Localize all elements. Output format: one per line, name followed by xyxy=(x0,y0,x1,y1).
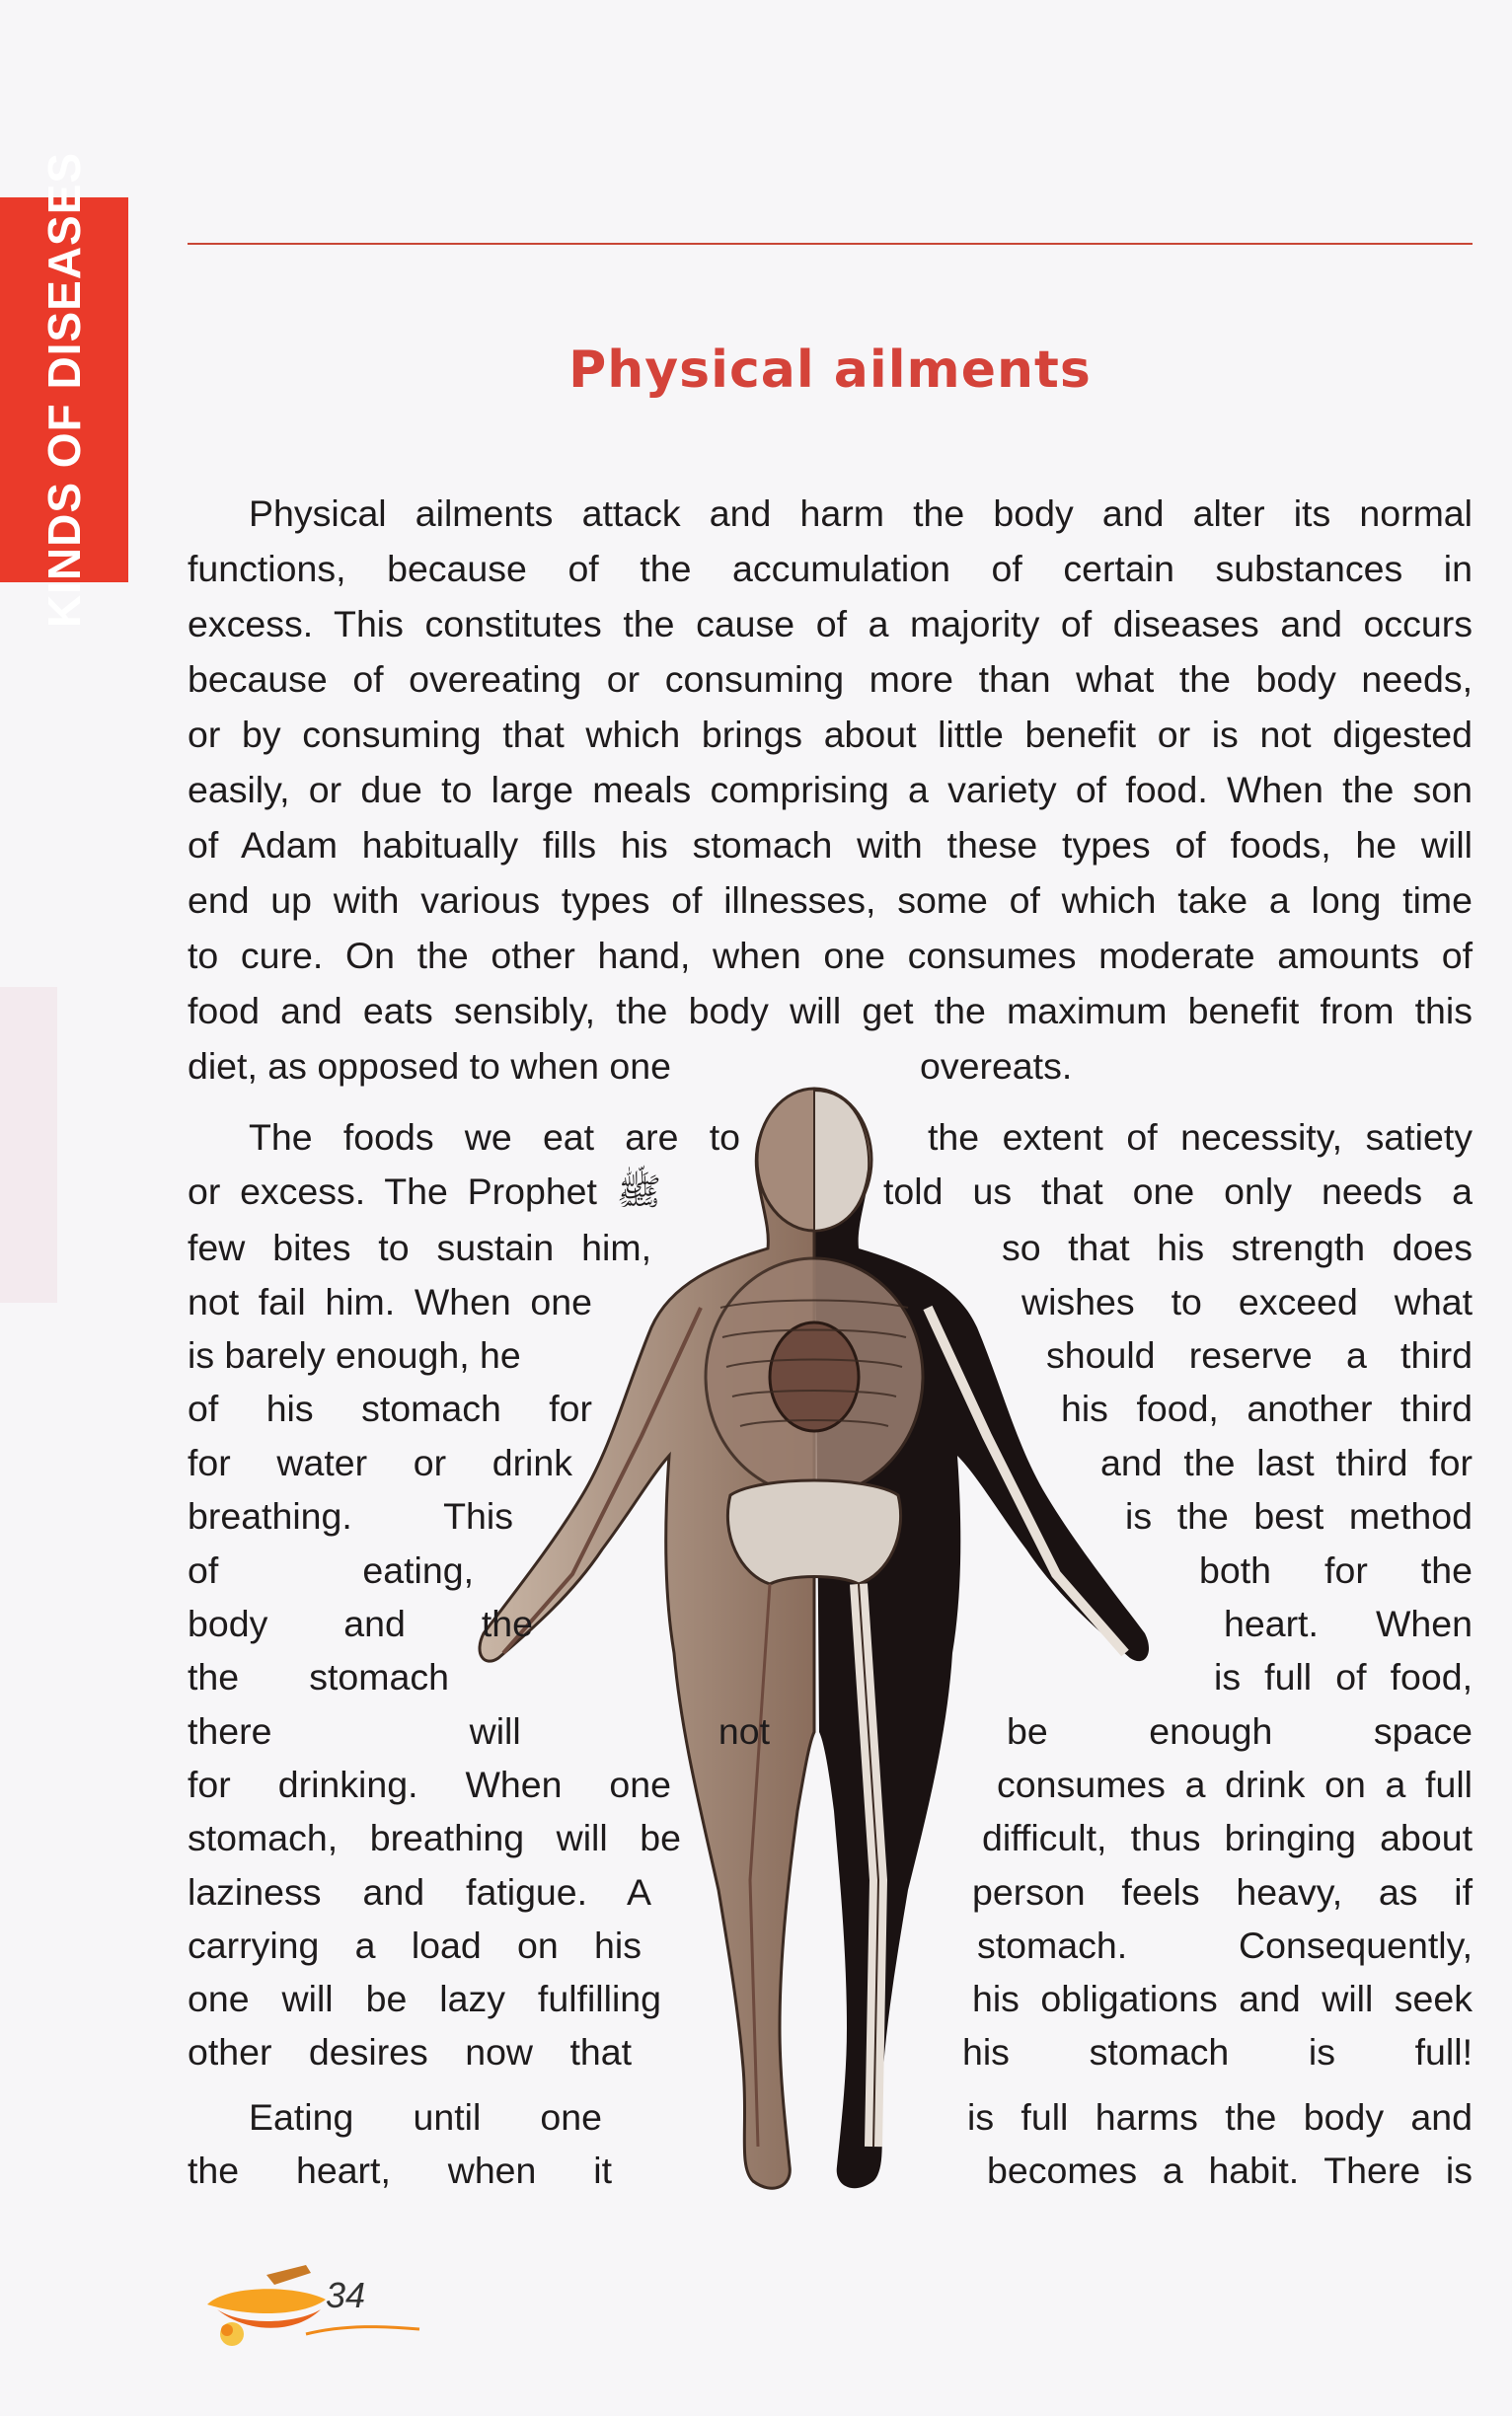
wrapped-line-right: is full of food, xyxy=(1214,1656,1473,1698)
paragraph-line: Physical ailments attack and harm the body and alter its normal xyxy=(249,492,1473,534)
wrapped-line-right: his food, another third xyxy=(1061,1388,1473,1429)
paragraph-line: overeats. xyxy=(920,1045,1073,1087)
wrapped-line-left: body and the xyxy=(188,1603,533,1644)
wrapped-line-left: other desires now that xyxy=(188,2031,632,2073)
paragraph-line: to cure. On the other hand, when one consumes moderate amounts of xyxy=(188,935,1473,976)
paragraph-line: because of overeating or consuming more than what the body needs, xyxy=(188,658,1473,700)
wrapped-line-left: carrying a load on his xyxy=(188,1925,642,1966)
page-title: Physical ailments xyxy=(568,340,1092,400)
wrapped-line-right: consumes a drink on a full xyxy=(997,1764,1473,1805)
wrapped-line-right: is full harms the body and xyxy=(967,2096,1473,2138)
wrapped-line-left: Eating until one xyxy=(249,2096,602,2138)
paragraph-line: or by consuming that which brings about little benefit or is not digested xyxy=(188,714,1473,755)
wrapped-line-right: stomach. Consequently, xyxy=(977,1925,1473,1966)
wrapped-line-left: for water or drink xyxy=(188,1442,572,1483)
paragraph-line: excess. This constitutes the cause of a majority of diseases and occurs xyxy=(188,603,1473,644)
page-number: 34 xyxy=(326,2275,366,2315)
wrapped-line-left: stomach, breathing will be xyxy=(188,1817,681,1858)
wrapped-line-right: should reserve a third xyxy=(1046,1334,1473,1376)
wrapped-line-left: laziness and fatigue. A xyxy=(188,1871,651,1913)
wrapped-line-left: not fail him. When one xyxy=(188,1281,592,1322)
wrapped-line-left: few bites to sustain him, xyxy=(188,1227,651,1268)
wrapped-line-right: is the best method xyxy=(1125,1495,1473,1537)
wrapped-line-right: his obligations and will seek xyxy=(972,1978,1473,2019)
paragraph-physical-ailments xyxy=(188,486,1473,1094)
wrapped-line-left: there will not xyxy=(188,1710,770,1752)
wrapped-line-right: difficult, thus bringing about xyxy=(982,1817,1473,1858)
wrapped-line-left: of eating, xyxy=(188,1549,474,1591)
wrapped-line-right: wishes to exceed what xyxy=(1021,1281,1473,1322)
wrapped-line-right: the extent of necessity, satiety xyxy=(928,1116,1473,1158)
wrapped-line-left: for drinking. When one xyxy=(188,1764,671,1805)
wrapped-line-right: both for the xyxy=(1199,1549,1473,1591)
wrapped-line-right: be enough space xyxy=(1007,1710,1473,1752)
paragraph-line: end up with various types of illnesses, some of which take a long time xyxy=(188,879,1473,921)
wrapped-line-right: person feels heavy, as if xyxy=(972,1871,1473,1913)
paragraph-line: easily, or due to large meals comprising a variety of food. When the son xyxy=(188,769,1473,810)
paragraph-line: diet, as opposed to when one xyxy=(188,1045,671,1087)
paragraph-line: functions, because of the accumulation of certain substances in xyxy=(188,548,1473,589)
side-tint xyxy=(0,987,57,1303)
wrapped-line-right: becomes a habit. There is xyxy=(987,2150,1473,2191)
mortar-bowl-icon xyxy=(188,2265,424,2354)
wrapped-line-left: the stomach xyxy=(188,1656,449,1698)
wrapped-line-right: so that his strength does xyxy=(1002,1227,1473,1268)
wrapped-line-left: or excess. The Prophet ﷺ xyxy=(188,1170,661,1212)
wrapped-line-left: is barely enough, he xyxy=(188,1334,521,1376)
wrapped-line-right: and the last third for xyxy=(1100,1442,1473,1483)
wrapped-line-left: of his stomach for xyxy=(188,1388,592,1429)
wrapped-line-left: The foods we eat are to xyxy=(249,1116,740,1158)
paragraph-line: of Adam habitually fills his stomach with these types of foods, he will xyxy=(188,824,1473,866)
wrapped-line-right: told us that one only needs a xyxy=(883,1170,1473,1212)
wrapped-line-left: the heart, when it xyxy=(188,2150,612,2191)
header-rule xyxy=(188,243,1473,245)
side-tab-label: KINDS OF DISEASES xyxy=(38,151,90,629)
wrapped-line-left: breathing. This xyxy=(188,1495,513,1537)
wrapped-line-right: his stomach is full! xyxy=(962,2031,1473,2073)
wrapped-line-right: heart. When xyxy=(1224,1603,1473,1644)
wrapped-line-left: one will be lazy fulfilling xyxy=(188,1978,661,2019)
paragraph-line: food and eats sensibly, the body will get the maximum benefit from this xyxy=(188,990,1473,1031)
